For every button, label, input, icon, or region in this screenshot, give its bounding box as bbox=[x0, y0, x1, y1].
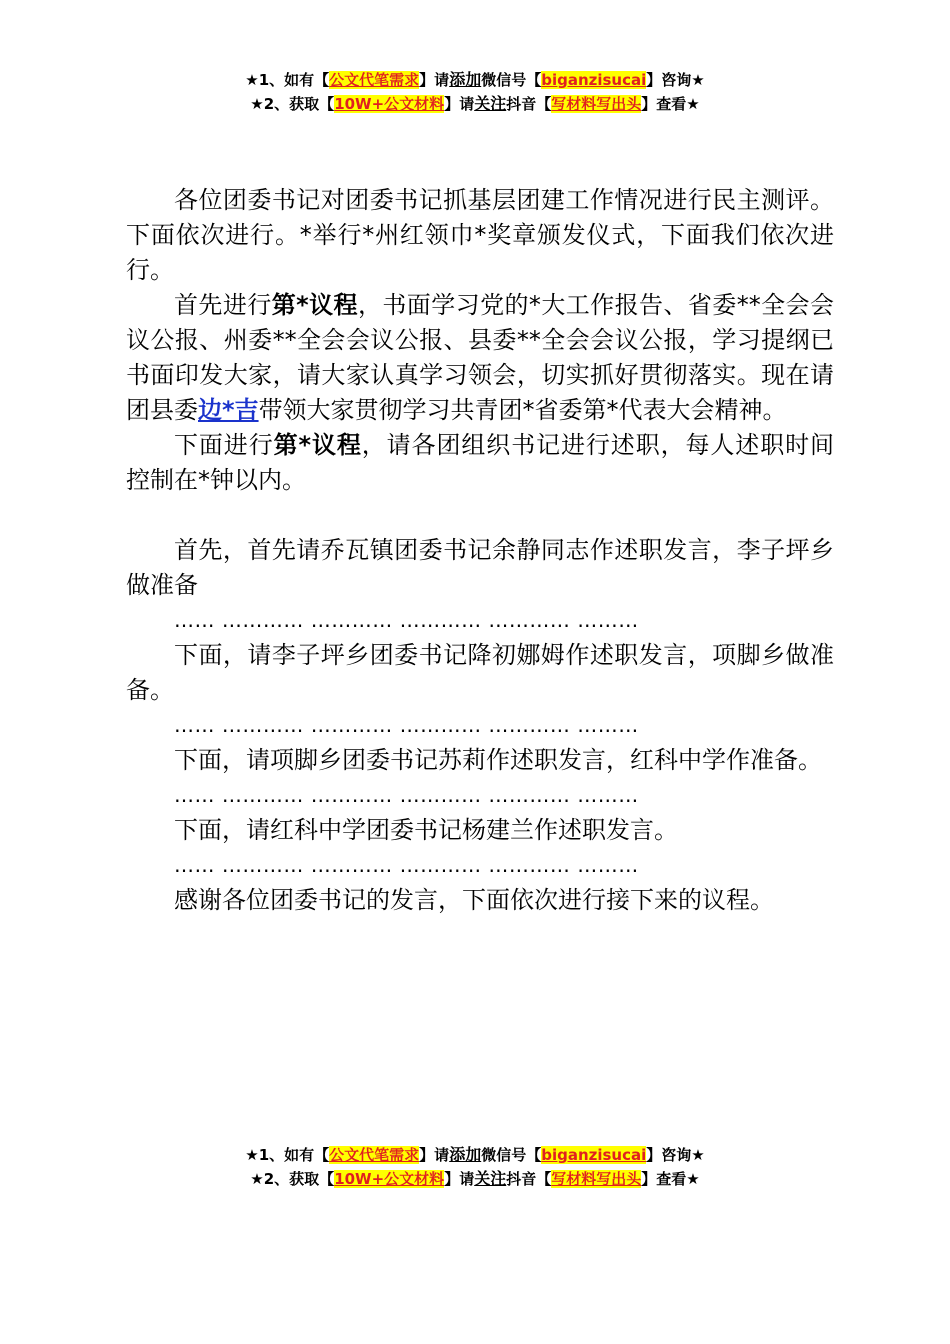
banner-highlight: 写材料写出头 bbox=[551, 1170, 642, 1188]
agenda-label: 第*议程 bbox=[271, 291, 358, 319]
banner-text: 】请 bbox=[444, 95, 475, 113]
banner-text: 抖音【 bbox=[506, 95, 552, 113]
document-body bbox=[126, 183, 834, 918]
paragraph: 各位团委书记对团委书记抓基层团建工作情况进行民主测评。下面依次进行。*举行*州红领巾*奖章颁发仪式，下面我们依次进行。 bbox=[126, 186, 834, 284]
banner-line-2 bbox=[0, 1167, 950, 1191]
banner-line-1 bbox=[0, 68, 950, 92]
ellipsis-line: …… ………… ………… ………… ………… ……… bbox=[174, 713, 639, 737]
banner-text: 】查看★ bbox=[641, 1170, 700, 1188]
paragraph: 首先，首先请乔瓦镇团委书记余静同志作述职发言，李子坪乡做准备 bbox=[126, 536, 834, 599]
header-banner bbox=[0, 68, 950, 116]
banner-highlight: 10W+公文材料 bbox=[334, 1170, 445, 1188]
banner-highlight: 10W+公文材料 bbox=[334, 95, 445, 113]
paragraph: 下面，请李子坪乡团委书记降初娜姆作述职发言，项脚乡做准备。 bbox=[126, 641, 834, 704]
agenda-label: 第*议程 bbox=[273, 431, 362, 459]
banner-underline: 添加 bbox=[449, 70, 482, 89]
banner-highlight: 公文代笔需求 bbox=[329, 71, 420, 89]
banner-text: ★2、获取【 bbox=[250, 1170, 335, 1188]
ellipsis-line: …… ………… ………… ………… ………… ……… bbox=[174, 783, 639, 807]
banner-highlight: 公文代笔需求 bbox=[329, 1146, 420, 1164]
banner-text: 】请 bbox=[419, 1146, 450, 1164]
paragraph: 下面，请红科中学团委书记杨建兰作述职发言。 bbox=[174, 816, 678, 844]
paragraph-text: 首先进行 bbox=[174, 291, 272, 319]
banner-text: ★1、如有【 bbox=[245, 1146, 330, 1164]
paragraph: 下面，请项脚乡团委书记苏莉作述职发言，红科中学作准备。 bbox=[174, 746, 822, 774]
banner-text: 抖音【 bbox=[506, 1170, 552, 1188]
banner-text: 微信号【 bbox=[481, 71, 542, 89]
banner-highlight: biganzisucai bbox=[541, 1146, 647, 1164]
banner-highlight: 写材料写出头 bbox=[551, 95, 642, 113]
banner-text: 】咨询★ bbox=[646, 1146, 705, 1164]
banner-text: ★1、如有【 bbox=[245, 71, 330, 89]
banner-text: 】查看★ bbox=[641, 95, 700, 113]
banner-line-1 bbox=[0, 1143, 950, 1167]
paragraph-text: ，书面学习党的*大工作报告、省委**全会会议公报、州委**全会会议公报、县委**全会会议公报，学习提纲已书面印发大家，请大家认真学习领会，切实抓好贯彻落实。现在请团县委 bbox=[126, 291, 835, 424]
banner-underline: 关注 bbox=[474, 94, 507, 113]
banner-underline: 添加 bbox=[449, 1145, 482, 1164]
paragraph-text: 带领大家贯彻学习共青团*省委第*代表大会精神。 bbox=[258, 396, 787, 424]
banner-highlight: biganzisucai bbox=[541, 71, 647, 89]
ellipsis-line: …… ………… ………… ………… ………… ……… bbox=[174, 853, 639, 877]
banner-text: ★2、获取【 bbox=[250, 95, 335, 113]
footer-banner bbox=[0, 1143, 950, 1191]
paragraph bbox=[126, 288, 834, 428]
ellipsis-line: …… ………… ………… ………… ………… ……… bbox=[174, 608, 639, 632]
paragraph bbox=[126, 428, 834, 498]
banner-text: 】咨询★ bbox=[646, 71, 705, 89]
banner-text: 】请 bbox=[444, 1170, 475, 1188]
banner-text: 】请 bbox=[419, 71, 450, 89]
banner-text: 微信号【 bbox=[481, 1146, 542, 1164]
name-link[interactable]: 边*吉 bbox=[198, 396, 259, 424]
banner-line-2 bbox=[0, 92, 950, 116]
banner-underline: 关注 bbox=[474, 1169, 507, 1188]
paragraph: 感谢各位团委书记的发言，下面依次进行接下来的议程。 bbox=[174, 886, 774, 914]
paragraph-text: ，请各团组织书记进行述职，每人述职时间控制在*钟以内。 bbox=[126, 431, 835, 494]
paragraph-text: 下面进行 bbox=[174, 431, 274, 459]
